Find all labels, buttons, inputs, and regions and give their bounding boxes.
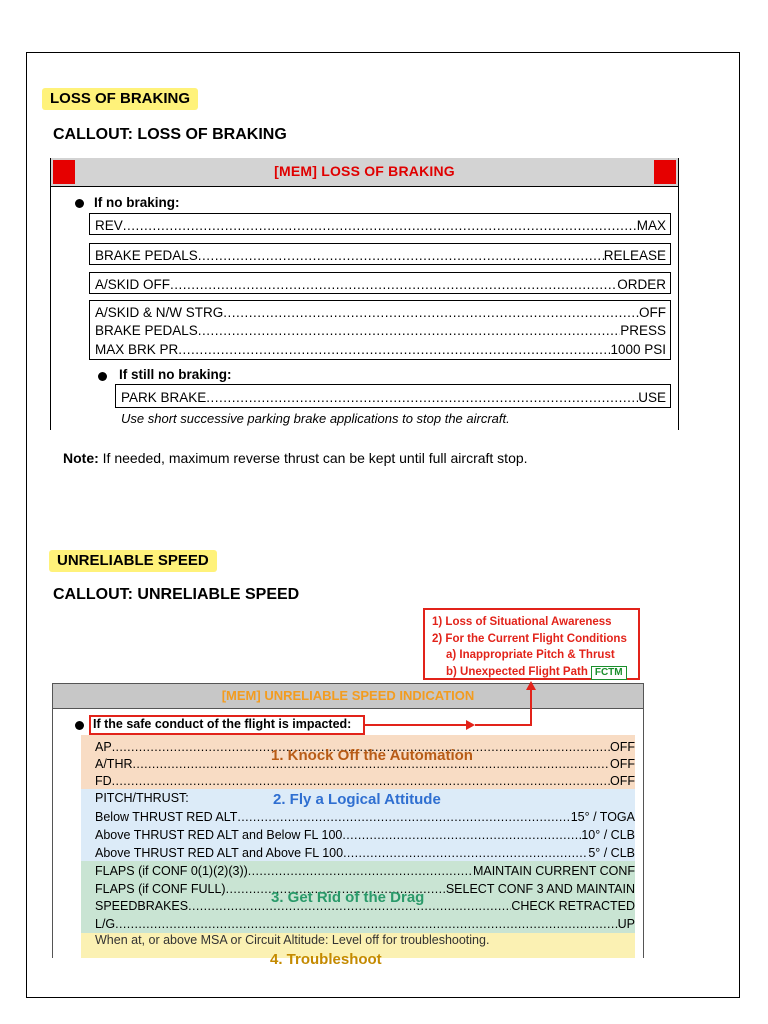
annotation-text: b) Unexpected Flight Path — [446, 665, 588, 678]
item-label: A/SKID & N/W STRG — [95, 305, 224, 320]
item-label: L/G — [95, 917, 116, 931]
item-label: FLAPS (if CONF FULL) — [95, 882, 226, 896]
section-heading-loss-of-braking: LOSS OF BRAKING — [42, 88, 198, 110]
item-value: 5° / CLB — [588, 846, 635, 860]
section-heading-unreliable-speed: UNRELIABLE SPEED — [49, 550, 217, 572]
item-value: 15° / TOGA — [570, 810, 635, 824]
phase-label-troubleshoot: 4. Troubleshoot — [270, 951, 382, 968]
item-value: 10° / CLB — [581, 828, 635, 842]
annotation-line: a) Inappropriate Pitch & Thrust — [446, 649, 615, 661]
item-value: USE — [638, 390, 666, 405]
item-value: CHECK RETRACTED — [511, 899, 635, 913]
item-value: UP — [617, 917, 635, 931]
phase-label-automation: 1. Knock Off the Automation — [271, 747, 473, 764]
item-label: SPEEDBRAKES — [95, 899, 189, 913]
item-value: MAINTAIN CURRENT CONF — [472, 864, 635, 878]
condition-if-still-no-braking: If still no braking: — [119, 367, 232, 382]
item-label: A/SKID OFF — [95, 277, 171, 292]
item-label: BRAKE PEDALS — [95, 323, 198, 338]
item-label: AP — [95, 740, 112, 754]
item-label: A/THR — [95, 757, 133, 771]
item-value: OFF — [639, 305, 666, 320]
item-value: SELECT CONF 3 AND MAINTAIN — [445, 882, 635, 896]
phase-label-drag: 3. Get Rid of the Drag — [271, 889, 425, 906]
fctm-tag: FCTM — [591, 666, 627, 680]
item-value: OFF — [610, 757, 635, 771]
troubleshoot-instruction: When at, or above MSA or Circuit Altitude: Level off for troubleshooting. — [95, 933, 490, 947]
callout-loss-of-braking: CALLOUT: LOSS OF BRAKING — [53, 126, 287, 143]
item-label: Below THRUST RED ALT — [95, 810, 238, 824]
annotation-line: 1) Loss of Situational Awareness — [432, 616, 612, 628]
item-value: OFF — [610, 740, 635, 754]
park-brake-note: Use short successive parking brake applications to stop the aircraft. — [121, 411, 510, 426]
item-label: BRAKE PEDALS — [95, 248, 198, 263]
item-label: REV — [95, 218, 123, 233]
item-value: 1000 PSI — [610, 342, 666, 357]
item-value: ORDER — [617, 277, 666, 292]
item-label: FLAPS (if CONF 0(1)(2)(3)) — [95, 864, 248, 878]
checklist-title: [MEM] LOSS OF BRAKING — [274, 163, 455, 179]
item-label: Above THRUST RED ALT and Below FL 100 — [95, 828, 343, 842]
item-label: MAX BRK PR — [95, 342, 179, 357]
item-value: MAX — [636, 218, 666, 233]
phase-label-attitude: 2. Fly a Logical Attitude — [273, 791, 441, 808]
pitch-thrust-label: PITCH/THRUST: — [95, 791, 189, 805]
checklist-title: [MEM] UNRELIABLE SPEED INDICATION — [221, 688, 475, 703]
callout-unreliable-speed: CALLOUT: UNRELIABLE SPEED — [53, 586, 300, 603]
item-label: Above THRUST RED ALT and Above FL 100 — [95, 846, 344, 860]
item-value: PRESS — [620, 323, 666, 338]
note-label: Note: — [63, 450, 99, 466]
item-label: PARK BRAKE — [121, 390, 207, 405]
condition-if-no-braking: If no braking: — [94, 195, 180, 210]
item-value: OFF — [610, 774, 635, 788]
condition-flight-impacted: If the safe conduct of the flight is impacted: — [93, 717, 352, 731]
annotation-line: 2) For the Current Flight Conditions — [432, 632, 627, 645]
item-value: RELEASE — [603, 248, 666, 263]
note-text: If needed, maximum reverse thrust can be kept until full aircraft stop. — [102, 450, 528, 466]
item-label: FD — [95, 774, 112, 788]
